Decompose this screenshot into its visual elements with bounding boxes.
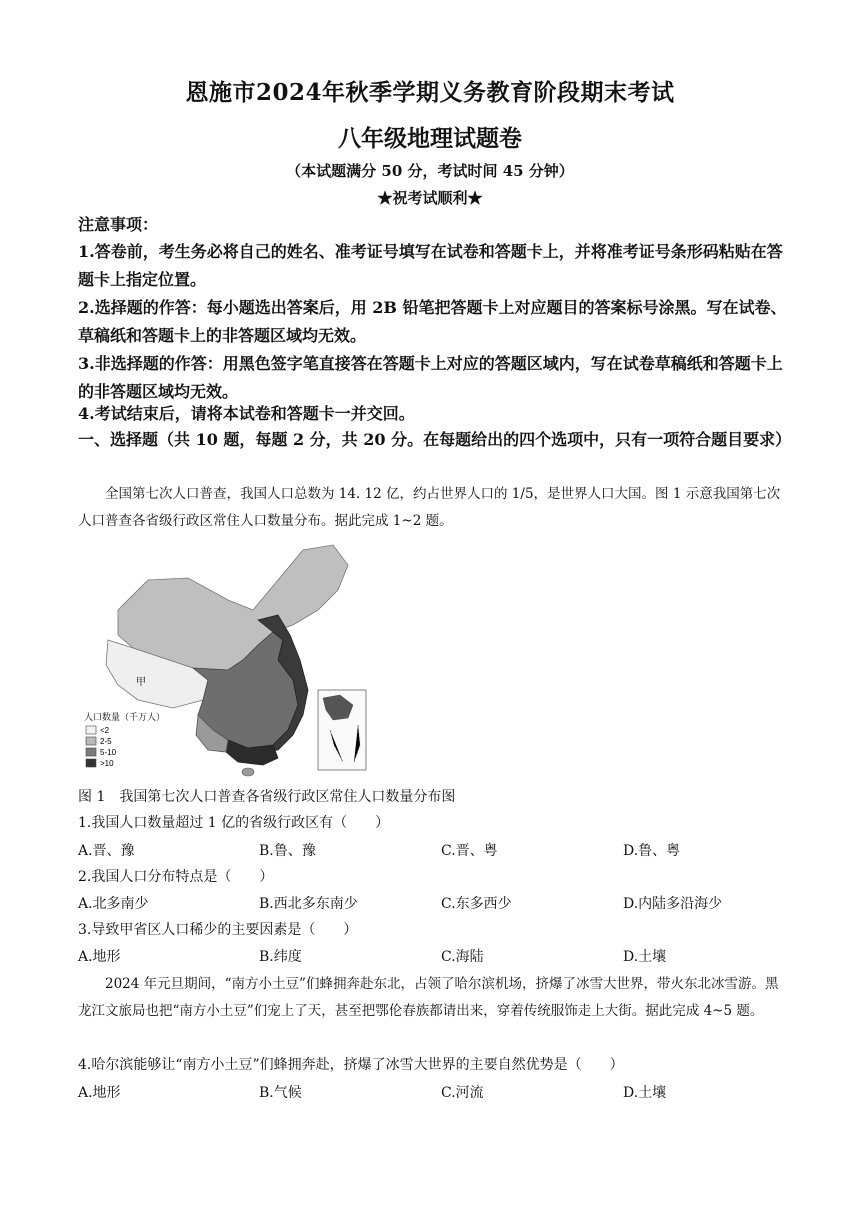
legend-swatch-2 xyxy=(86,737,96,745)
option-c: C.晋、粤 xyxy=(441,843,498,859)
passage-1: 全国第七次人口普查，我国人口总数为 14. 12 亿，约占世界人口的 1/5，是世界人口大国。图 1 示意我国第七次人口普查各省级行政区常住人口数量分布。据此完成 1~2 题。 xyxy=(78,486,781,529)
option-d: D.土壤 xyxy=(623,949,667,965)
legend-swatch-3 xyxy=(86,748,96,756)
population-map xyxy=(78,540,378,780)
section-heading: 一、选择题（共 10 题，每题 2 分，共 20 分。在每题给出的四个选项中，只有一项符合题目要求） xyxy=(78,430,792,449)
option-a: A.地形 xyxy=(78,949,121,965)
option-b: B.气候 xyxy=(259,1085,302,1101)
question-stem: 3.导致甲省区人口稀少的主要因素是（ ） xyxy=(78,922,358,938)
option-a: A.地形 xyxy=(78,1085,121,1101)
legend-label-2: 2-5 xyxy=(100,737,112,746)
option-d: D.鲁、粤 xyxy=(623,843,681,859)
map-west-region xyxy=(118,545,348,670)
instructions-heading: 注意事项： xyxy=(78,215,159,234)
legend xyxy=(86,726,117,768)
exam-note: （本试题满分 50 分，考试时间 45 分钟） xyxy=(286,162,574,180)
instruction-item: 1.答卷前，考生务必将自己的姓名、准考证号填写在试卷和答题卡上，并将准考证号条形码粘贴在答题卡上指定位置。 xyxy=(78,242,783,289)
instruction-item: 4.考试结束后，请将本试卷和答题卡一并交回。 xyxy=(78,404,415,423)
option-b: B.鲁、豫 xyxy=(259,843,316,859)
option-c: C.东多西少 xyxy=(441,896,512,912)
option-c: C.海陆 xyxy=(441,949,484,965)
legend-title: 人口数量（千万人） xyxy=(84,712,166,722)
question-options xyxy=(78,892,790,916)
legend-label-3: 5-10 xyxy=(100,748,117,757)
legend-swatch-1 xyxy=(86,726,96,734)
legend-swatch-4 xyxy=(86,759,96,767)
option-a: A.晋、豫 xyxy=(78,843,135,859)
question-options xyxy=(78,945,790,969)
exam-subtitle: 八年级地理试题卷 xyxy=(338,125,522,152)
instruction-item: 3.非选择题的作答：用黑色签字笔直接答在答题卡上对应的答题区域内，写在试卷草稿纸和答题卡上的非答题区域均无效。 xyxy=(78,354,783,401)
exam-title: 恩施市2024年秋季学期义务教育阶段期末考试 xyxy=(185,79,675,106)
option-d: D.土壤 xyxy=(623,1085,667,1101)
option-a: A.北多南少 xyxy=(78,896,149,912)
question-options xyxy=(78,839,790,863)
map-hainan-island xyxy=(242,768,254,776)
question-stem: 4.哈尔滨能够让“南方小土豆”们蜂拥奔赴，挤爆了冰雪大世界的主要自然优势是（ ） xyxy=(78,1057,624,1073)
option-d: D.内陆多沿海少 xyxy=(623,896,723,912)
figure-caption: 图 1 我国第七次人口普查各省级行政区常住人口数量分布图 xyxy=(78,789,456,805)
question-options xyxy=(78,1081,790,1105)
question-stem: 2.我国人口分布特点是（ ） xyxy=(78,869,274,885)
legend-label-4: >10 xyxy=(100,759,114,768)
instruction-item: 2.选择题的作答：每小题选出答案后，用 2B 铅笔把答题卡上对应题目的答案标号涂黑。写在试卷、草稿纸和答题卡上的非答题区域均无效。 xyxy=(78,298,787,345)
option-b: B.西北多东南少 xyxy=(259,896,358,912)
passage-2: 2024 年元旦期间，“南方小土豆”们蜂拥奔赴东北，占领了哈尔滨机场，挤爆了冰雪大世界，带火东北冰雪游。黑龙江文旅局也把“南方小土豆”们宠上了天，甚至把鄂伦春族都请出来，穿着传统服饰走上大街。据此完成 4~5 题。 xyxy=(78,976,779,1019)
map-region-label: 甲 xyxy=(136,677,146,688)
legend-label-1: <2 xyxy=(100,726,110,735)
option-b: B.纬度 xyxy=(259,949,302,965)
exam-wish: ★祝考试顺利★ xyxy=(377,189,483,207)
question-stem: 1.我国人口数量超过 1 亿的省级行政区有（ ） xyxy=(78,815,390,831)
option-c: C.河流 xyxy=(441,1085,484,1101)
